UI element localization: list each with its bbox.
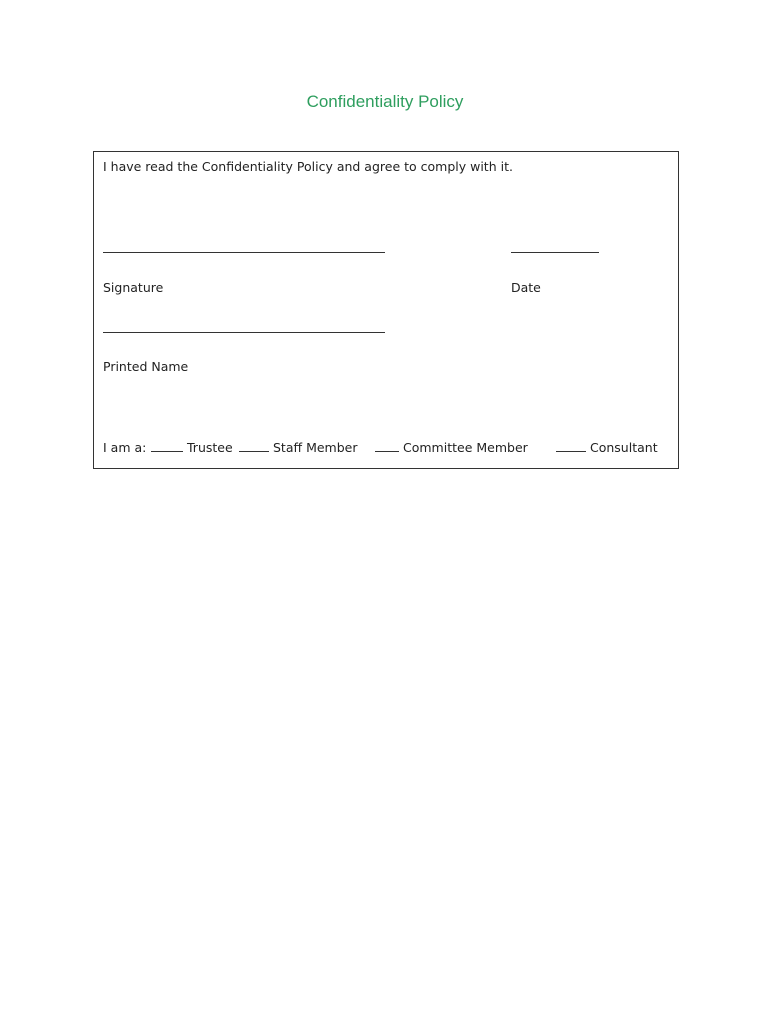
printed-name-label: Printed Name xyxy=(103,359,189,374)
role-blank[interactable] xyxy=(556,441,586,452)
role-option-staff-member[interactable] xyxy=(239,440,358,456)
role-label: Trustee xyxy=(187,440,233,455)
role-blank[interactable] xyxy=(375,441,399,452)
role-blank[interactable] xyxy=(239,441,269,452)
signature-line[interactable] xyxy=(103,252,385,253)
role-blank[interactable] xyxy=(151,441,183,452)
printed-name-line[interactable] xyxy=(103,332,385,333)
role-label: Staff Member xyxy=(273,440,358,455)
agreement-statement: I have read the Confidentiality Policy and agree to comply with it. xyxy=(103,159,513,174)
role-label: Consultant xyxy=(590,440,658,455)
signature-label: Signature xyxy=(103,280,164,295)
role-label: Committee Member xyxy=(403,440,528,455)
role-option-committee-member[interactable] xyxy=(375,440,528,456)
agreement-box xyxy=(93,151,679,469)
role-option-trustee[interactable] xyxy=(151,440,233,456)
date-label: Date xyxy=(511,280,541,295)
document-title: Confidentiality Policy xyxy=(306,92,464,111)
role-option-consultant[interactable] xyxy=(556,440,658,456)
date-line[interactable] xyxy=(511,252,599,253)
role-prefix: I am a: xyxy=(103,440,147,455)
